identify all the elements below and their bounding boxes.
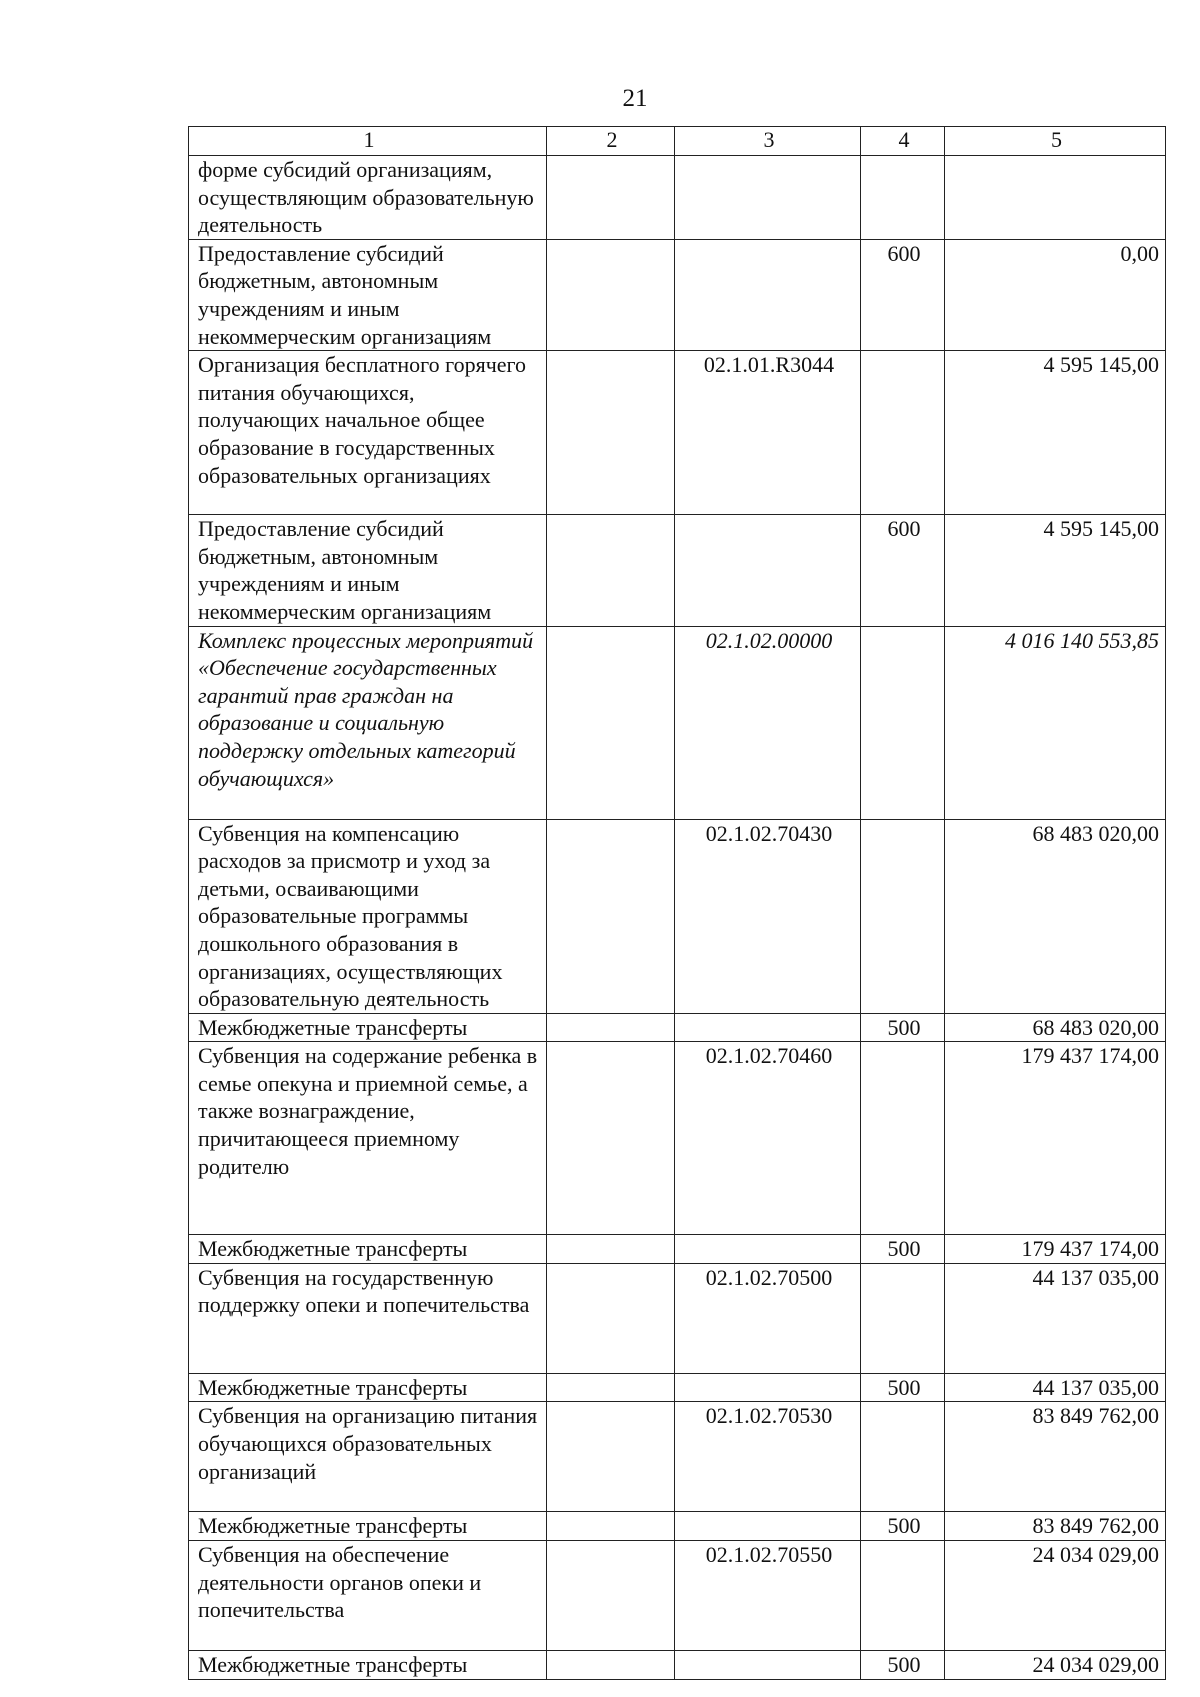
cell-code: 02.1.02.70530 xyxy=(675,1402,861,1512)
table-row xyxy=(189,1263,1166,1373)
cell-section xyxy=(547,1013,675,1042)
page-number: 21 xyxy=(622,85,648,112)
cell-code xyxy=(675,1373,861,1402)
cell-section xyxy=(547,1235,675,1264)
cell-type: 500 xyxy=(861,1651,945,1680)
table-row xyxy=(189,1651,1166,1680)
cell-sum: 4 595 145,00 xyxy=(945,351,1166,515)
cell-type: 500 xyxy=(861,1013,945,1042)
cell-sum: 179 437 174,00 xyxy=(945,1042,1166,1235)
cell-code: 02.1.02.70460 xyxy=(675,1042,861,1235)
table-row xyxy=(189,239,1166,350)
cell-section xyxy=(547,1373,675,1402)
cell-type xyxy=(861,1263,945,1373)
cell-sum: 179 437 174,00 xyxy=(945,1235,1166,1264)
cell-code xyxy=(675,239,861,350)
cell-code xyxy=(675,1013,861,1042)
table-row xyxy=(189,1512,1166,1541)
cell-sum: 0,00 xyxy=(945,239,1166,350)
cell-code: 02.1.02.70430 xyxy=(675,819,861,1013)
cell-section xyxy=(547,1402,675,1512)
cell-type xyxy=(861,1402,945,1512)
cell-name: Комплекс процессных мероприятий «Обеспечение государственных гарантий прав граждан на образование и социальную поддержку отдельных категорий обучающихся» xyxy=(189,626,547,819)
cell-section xyxy=(547,1512,675,1541)
cell-section xyxy=(547,1263,675,1373)
cell-section xyxy=(547,515,675,626)
cell-type: 600 xyxy=(861,239,945,350)
column-header-type: 4 xyxy=(861,127,945,156)
budget-table xyxy=(188,126,1166,1680)
cell-sum: 44 137 035,00 xyxy=(945,1373,1166,1402)
cell-type xyxy=(861,156,945,240)
cell-sum: 83 849 762,00 xyxy=(945,1512,1166,1541)
cell-type xyxy=(861,819,945,1013)
cell-type: 500 xyxy=(861,1373,945,1402)
cell-sum: 68 483 020,00 xyxy=(945,819,1166,1013)
cell-section xyxy=(547,626,675,819)
column-header-section: 2 xyxy=(547,127,675,156)
cell-code xyxy=(675,1512,861,1541)
cell-sum: 24 034 029,00 xyxy=(945,1541,1166,1651)
cell-name: Субвенция на организацию питания обучающихся образовательных организаций xyxy=(189,1402,547,1512)
table-body xyxy=(189,156,1166,1680)
cell-sum xyxy=(945,156,1166,240)
cell-sum: 24 034 029,00 xyxy=(945,1651,1166,1680)
table-row xyxy=(189,1541,1166,1651)
cell-sum: 4 595 145,00 xyxy=(945,515,1166,626)
cell-name: Предоставление субсидий бюджетным, автономным учреждениям и иным некоммерческим организациям xyxy=(189,515,547,626)
cell-section xyxy=(547,351,675,515)
cell-sum: 68 483 020,00 xyxy=(945,1013,1166,1042)
cell-type: 500 xyxy=(861,1512,945,1541)
table-row xyxy=(189,515,1166,626)
cell-name: Субвенция на содержание ребенка в семье опекуна и приемной семье, а также вознаграждение, причитающееся приемному родителю xyxy=(189,1042,547,1235)
table-row xyxy=(189,1373,1166,1402)
cell-code: 02.1.02.00000 xyxy=(675,626,861,819)
cell-type xyxy=(861,1042,945,1235)
cell-code xyxy=(675,1235,861,1264)
table-row xyxy=(189,1013,1166,1042)
cell-name: Межбюджетные трансферты xyxy=(189,1235,547,1264)
table-row xyxy=(189,819,1166,1013)
cell-code: 02.1.01.R3044 xyxy=(675,351,861,515)
cell-name: Субвенция на компенсацию расходов за присмотр и уход за детьми, осваивающими образовательные программы дошкольного образования в организациях, осуществляющих образовательную деятельность xyxy=(189,819,547,1013)
cell-type: 500 xyxy=(861,1235,945,1264)
table-header-row xyxy=(189,127,1166,156)
cell-section xyxy=(547,1042,675,1235)
cell-name: Организация бесплатного горячего питания обучающихся, получающих начальное общее образование в государственных образовательных организациях xyxy=(189,351,547,515)
cell-type xyxy=(861,351,945,515)
cell-type: 600 xyxy=(861,515,945,626)
cell-sum: 4 016 140 553,85 xyxy=(945,626,1166,819)
cell-code xyxy=(675,1651,861,1680)
cell-code: 02.1.02.70550 xyxy=(675,1541,861,1651)
cell-name: Межбюджетные трансферты xyxy=(189,1512,547,1541)
table-row xyxy=(189,156,1166,240)
cell-name: Субвенция на обеспечение деятельности органов опеки и попечительства xyxy=(189,1541,547,1651)
table-row xyxy=(189,626,1166,819)
column-header-code: 3 xyxy=(675,127,861,156)
column-header-name: 1 xyxy=(189,127,547,156)
table-row xyxy=(189,1402,1166,1512)
table-row xyxy=(189,1042,1166,1235)
cell-section xyxy=(547,1651,675,1680)
cell-name: Субвенция на государственную поддержку опеки и попечительства xyxy=(189,1263,547,1373)
cell-sum: 83 849 762,00 xyxy=(945,1402,1166,1512)
cell-code xyxy=(675,515,861,626)
cell-section xyxy=(547,1541,675,1651)
cell-name: Предоставление субсидий бюджетным, автономным учреждениям и иным некоммерческим организациям xyxy=(189,239,547,350)
cell-type xyxy=(861,626,945,819)
cell-code xyxy=(675,156,861,240)
cell-section xyxy=(547,156,675,240)
cell-code: 02.1.02.70500 xyxy=(675,1263,861,1373)
cell-name: Межбюджетные трансферты xyxy=(189,1651,547,1680)
cell-type xyxy=(861,1541,945,1651)
cell-name: форме субсидий организациям, осуществляющим образовательную деятельность xyxy=(189,156,547,240)
cell-sum: 44 137 035,00 xyxy=(945,1263,1166,1373)
column-header-sum: 5 xyxy=(945,127,1166,156)
table-row xyxy=(189,351,1166,515)
cell-name: Межбюджетные трансферты xyxy=(189,1373,547,1402)
cell-section xyxy=(547,239,675,350)
cell-name: Межбюджетные трансферты xyxy=(189,1013,547,1042)
cell-section xyxy=(547,819,675,1013)
table-row xyxy=(189,1235,1166,1264)
